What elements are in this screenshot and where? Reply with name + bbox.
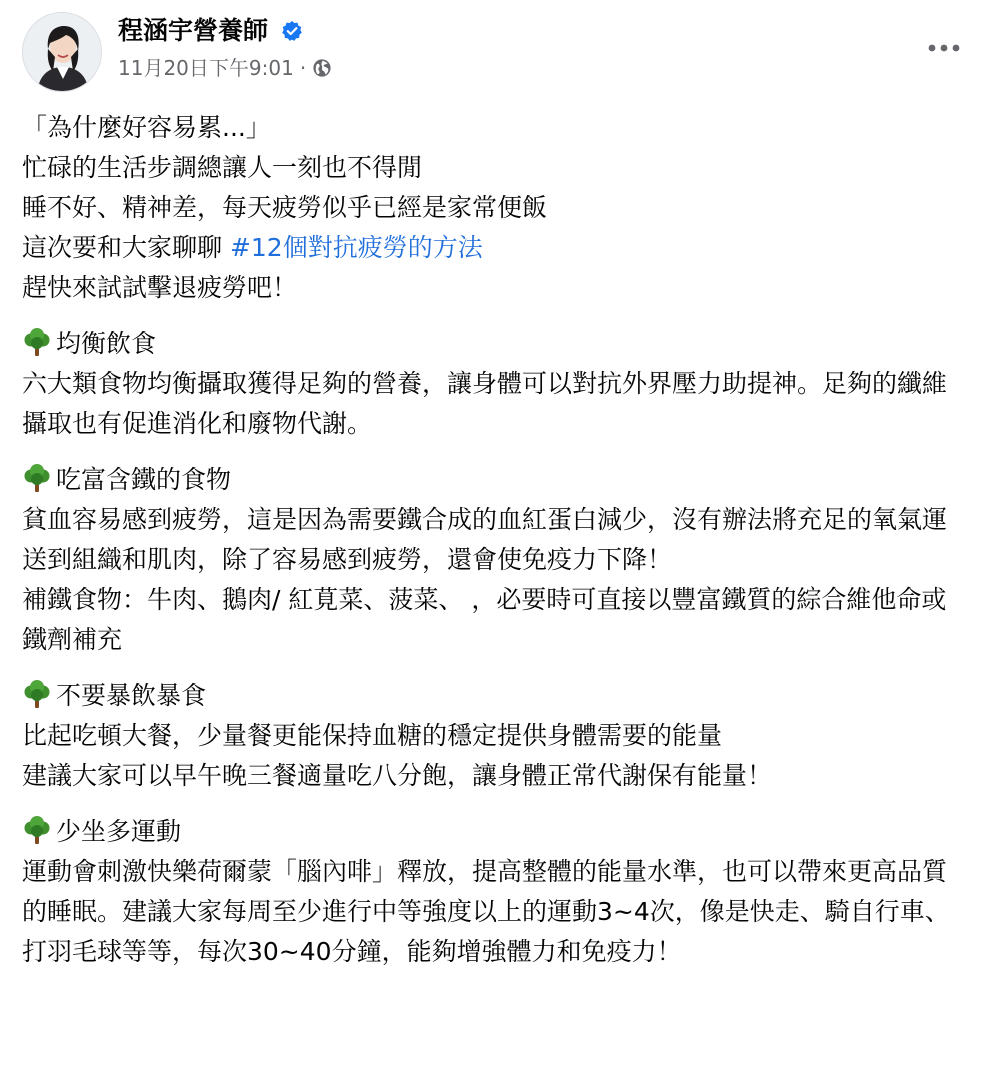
intro-line: 睡不好、精神差，每天疲勞似乎已經是家常便飯	[22, 193, 548, 222]
post-text	[22, 108, 962, 988]
section-title: 不要暴飲暴食	[56, 681, 207, 710]
section-title-row	[22, 812, 962, 852]
section-title: 均衡飲食	[56, 329, 157, 358]
section-title: 少坐多運動	[56, 817, 182, 846]
author-avatar[interactable]	[22, 12, 102, 92]
intro-line: 趕快來試試擊退疲勞吧！	[22, 273, 298, 302]
more-options-icon	[926, 43, 962, 53]
post-timestamp[interactable]: 11月20日下午9:01	[118, 56, 294, 80]
tree-emoji-icon	[22, 815, 52, 845]
tree-emoji-icon	[22, 679, 52, 709]
avatar-portrait-icon	[23, 13, 102, 92]
section-title: 吃富含鐵的食物	[56, 465, 232, 494]
tree-emoji-icon	[22, 463, 52, 493]
verified-badge-icon	[281, 20, 303, 42]
section-no-overeating	[22, 676, 962, 796]
section-balanced-diet	[22, 324, 962, 444]
intro-line-prefix: 這次要和大家聊聊	[22, 233, 230, 262]
intro-line: 忙碌的生活步調總讓人一刻也不得閒	[22, 153, 423, 182]
section-body: 貧血容易感到疲勞，這是因為需要鐵合成的血紅蛋白減少，沒有辦法將充足的氧氣運送到組織和肌肉，除了容易感到疲勞，還會使免疫力下降！	[22, 505, 948, 574]
intro-line-hashtag	[22, 228, 962, 268]
section-body: 比起吃頓大餐，少量餐更能保持血糖的穩定提供身體需要的能量	[22, 721, 723, 750]
section-title-row	[22, 460, 962, 500]
intro-line: 「為什麼好容易累...」	[22, 113, 271, 142]
section-body: 運動會刺激快樂荷爾蒙「腦內啡」釋放，提高整體的能量水準，也可以帶來更高品質的睡眠。建議大家每周至少進行中等強度以上的運動3~4次，像是快走、騎自行車、打羽毛球等等，每次30~40分鐘，能夠增強體力和免疫力！	[22, 857, 950, 966]
intro-paragraph	[22, 108, 962, 308]
section-body: 補鐵食物：牛肉、鵝肉/ 紅莧菜、菠菜、 ，必要時可直接以豐富鐵質的綜合維他命或鐵劑補充	[22, 585, 947, 654]
globe-icon[interactable]	[312, 58, 332, 78]
section-title-row	[22, 324, 962, 364]
author-block	[118, 16, 332, 80]
post-meta	[118, 56, 332, 80]
section-exercise	[22, 812, 962, 972]
meta-separator: ·	[299, 56, 307, 80]
section-title-row	[22, 676, 962, 716]
more-options-button[interactable]	[922, 30, 966, 66]
tree-emoji-icon	[22, 327, 52, 357]
section-body: 六大類食物均衡攝取獲得足夠的營養，讓身體可以對抗外界壓力助提神。足夠的纖維攝取也有促進消化和廢物代謝。	[22, 369, 948, 438]
post-header	[22, 12, 966, 92]
hashtag-link[interactable]: #12個對抗疲勞的方法	[229, 233, 483, 262]
section-body: 建議大家可以早午晚三餐適量吃八分飽，讓身體正常代謝保有能量！	[22, 761, 773, 790]
author-name[interactable]: 程涵宇營養師	[118, 16, 269, 45]
section-iron-foods	[22, 460, 962, 660]
